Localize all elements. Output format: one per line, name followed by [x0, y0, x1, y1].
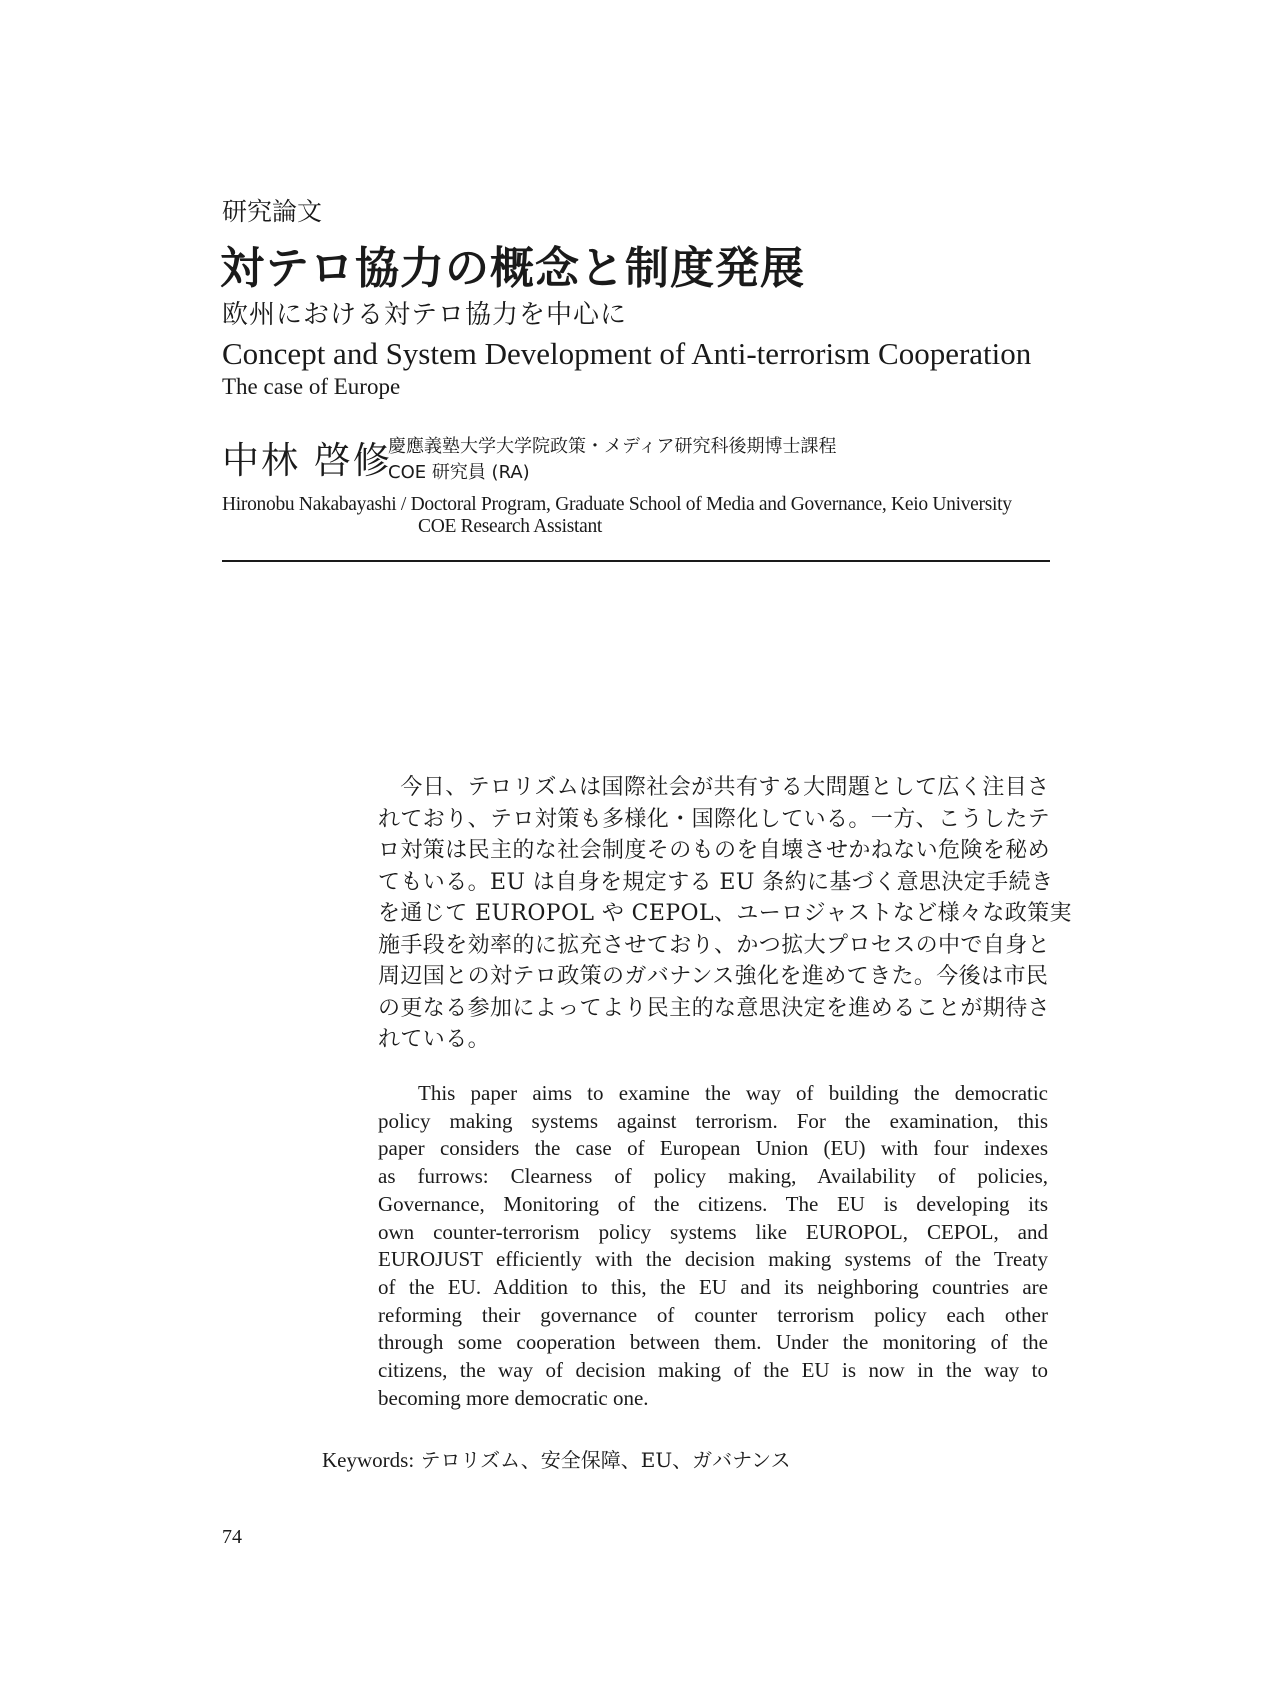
abstract-en-line: policy making systems against terrorism. For the examination, this — [378, 1108, 1048, 1133]
subtitle-japanese: 欧州における対テロ協力を中心に — [222, 300, 628, 330]
keywords-values: テロリズム、安全保障、EU、ガバナンス — [414, 1448, 791, 1472]
page-number: 74 — [222, 1526, 242, 1548]
keywords-label: Keywords: — [322, 1448, 415, 1472]
abstract-en-line: as furrows: Clearness of policy making, Availability of policies, — [378, 1164, 1048, 1189]
author-affiliation-japanese: 慶應義塾大学大学院政策・メディア研究科後期博士課程 — [388, 436, 837, 457]
author-affiliation-english: Hironobu Nakabayashi / Doctoral Program, Graduate School of Media and Governance, Keio University — [222, 494, 1012, 515]
title-japanese: 対テロ協力の概念と制度発展 — [220, 243, 805, 294]
header-divider — [222, 560, 1050, 562]
abstract-japanese — [378, 772, 1072, 1056]
abstract-en-line: This paper aims to examine the way of building the democratic — [418, 1081, 1048, 1105]
abstract-ja-line: 今日、テロリズムは国際社会が共有する大問題として広く注目さ — [378, 775, 1050, 800]
abstract-ja-line: 周辺国との対テロ政策のガバナンス強化を進めてきた。今後は市民 — [378, 964, 1049, 989]
abstract-ja-line: 施手段を効率的に拡充させており、かつ拡大プロセスの中で自身と — [378, 932, 1051, 958]
abstract-en-line: paper considers the case of European Union (EU) with four indexes — [378, 1136, 1048, 1161]
abstract-ja-line: を通じて EUROPOL や CEPOL、ユーロジャストなど様々な政策実 — [378, 901, 1072, 926]
title-english: Concept and System Development of Anti-terrorism Cooperation — [222, 336, 1032, 371]
abstract-ja-line: てもいる。EU は自身を規定する EU 条約に基づく意思決定手続き — [378, 869, 1054, 895]
abstract-en-line: own counter-terrorism policy systems like EUROPOL, CEPOL, and — [378, 1219, 1048, 1244]
abstract-english — [378, 1080, 1048, 1412]
abstract-en-line: EUROJUST efficiently with the decision making systems of the Treaty — [378, 1247, 1048, 1272]
abstract-ja-line: れている。 — [378, 1027, 491, 1052]
abstract-ja-line: の更なる参加によってより民主的な意思決定を進めることが期待さ — [378, 995, 1051, 1021]
abstract-ja-line: ロ対策は民主的な社会制度そのものを自壊させかねない危険を秘め — [378, 838, 1051, 863]
abstract-en-line: becoming more democratic one. — [378, 1385, 649, 1410]
abstract-en-line: citizens, the way of decision making of the EU is now in the way to — [378, 1358, 1048, 1383]
keywords — [322, 1444, 791, 1473]
abstract-ja-line: れており、テロ対策も多様化・国際化している。一方、こうしたテ — [378, 806, 1051, 832]
subtitle-english: The case of Europe — [222, 374, 401, 399]
article-category: 研究論文 — [222, 197, 323, 226]
abstract-en-line: of the EU. Addition to this, the EU and its neighboring countries are — [378, 1274, 1048, 1299]
author-position-japanese: COE 研究員 (RA) — [388, 462, 530, 483]
abstract-en-line: through some cooperation between them. Under the monitoring of the — [378, 1330, 1048, 1355]
abstract-en-line: reforming their governance of counter terrorism policy each other — [378, 1302, 1048, 1327]
abstract-en-line: Governance, Monitoring of the citizens. The EU is developing its — [378, 1191, 1048, 1216]
author-position-english: COE Research Assistant — [418, 516, 603, 537]
author-name-japanese: 中林 啓修 — [222, 439, 392, 482]
